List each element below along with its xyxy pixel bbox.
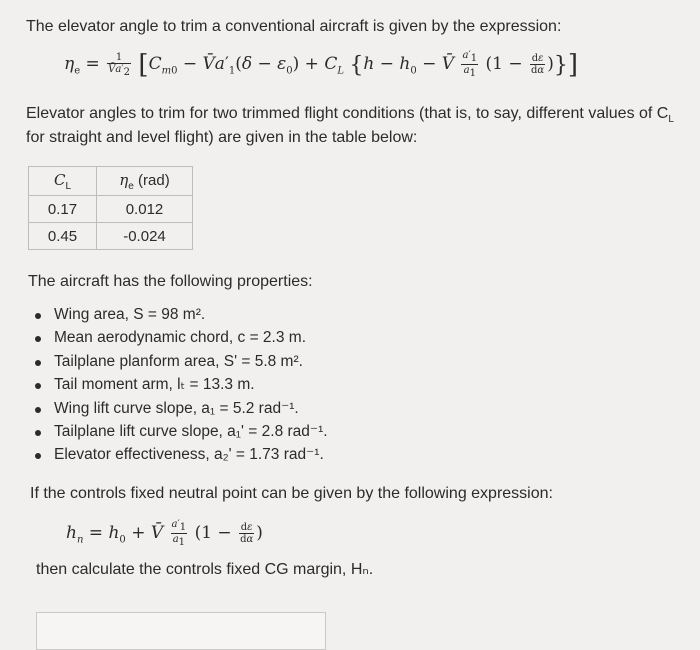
cell-cl: 0.17 bbox=[29, 196, 97, 223]
table-header-row bbox=[29, 167, 193, 196]
header-eta: $\eta_e$ (rad) bbox=[97, 167, 193, 196]
list-item: Tailplane planform area, S' = 5.8 m². bbox=[26, 351, 328, 374]
cell-eta: 0.012 bbox=[97, 196, 193, 223]
intro-text: The elevator angle to trim a conventional aircraft is given by the expression: bbox=[26, 18, 562, 35]
list-item: Mean aerodynamic chord, c = 2.3 m. bbox=[26, 327, 328, 350]
neutral-point-text: If the controls fixed neutral point can be given by the following expression: bbox=[30, 485, 553, 502]
header-cl: $C_L$ bbox=[29, 167, 97, 196]
list-item: Wing area, S = 98 m². bbox=[26, 304, 328, 327]
trim-equation: $\eta_e$ = $\frac{1}{V̄a'_2}$ [$C_{m0}$ − $V̄a'_1(\delta - \varepsilon_0) + C_L$ {$h - h_0$ − V̄ $\frac{a'_1}{a_1}$ (1 − $\frac{d\varepsilon}{d\alpha}$ )}] bbox=[64, 50, 578, 80]
table-row bbox=[29, 223, 193, 250]
trim-description-line1: Elevator angles to trim for two trimmed flight conditions (that is, to say, different values of $C_L$ bbox=[26, 105, 674, 126]
trim-table bbox=[28, 166, 193, 250]
trim-description-line2: for straight and level flight) are given in the table below: bbox=[26, 129, 418, 146]
properties-list bbox=[26, 304, 328, 468]
question-text: then calculate the controls fixed CG margin, Hₙ. bbox=[36, 561, 374, 578]
cell-cl: 0.45 bbox=[29, 223, 97, 250]
list-item: Wing lift curve slope, a₁ = 5.2 rad⁻¹. bbox=[26, 398, 328, 421]
table-row bbox=[29, 196, 193, 223]
list-item: Tailplane lift curve slope, a₁' = 2.8 rad⁻¹. bbox=[26, 421, 328, 444]
list-item: Tail moment arm, lₜ = 13.3 m. bbox=[26, 374, 328, 397]
list-item: Elevator effectiveness, a₂' = 1.73 rad⁻¹. bbox=[26, 444, 328, 467]
answer-input[interactable] bbox=[36, 612, 326, 650]
cell-eta: -0.024 bbox=[97, 223, 193, 250]
neutral-point-equation: $h_n = h_0$ + V̄ $\frac{a'_1}{a_1}$ (1 − $\frac{d\varepsilon}{d\alpha}$ ) bbox=[66, 519, 263, 548]
properties-intro: The aircraft has the following properties: bbox=[28, 273, 313, 290]
